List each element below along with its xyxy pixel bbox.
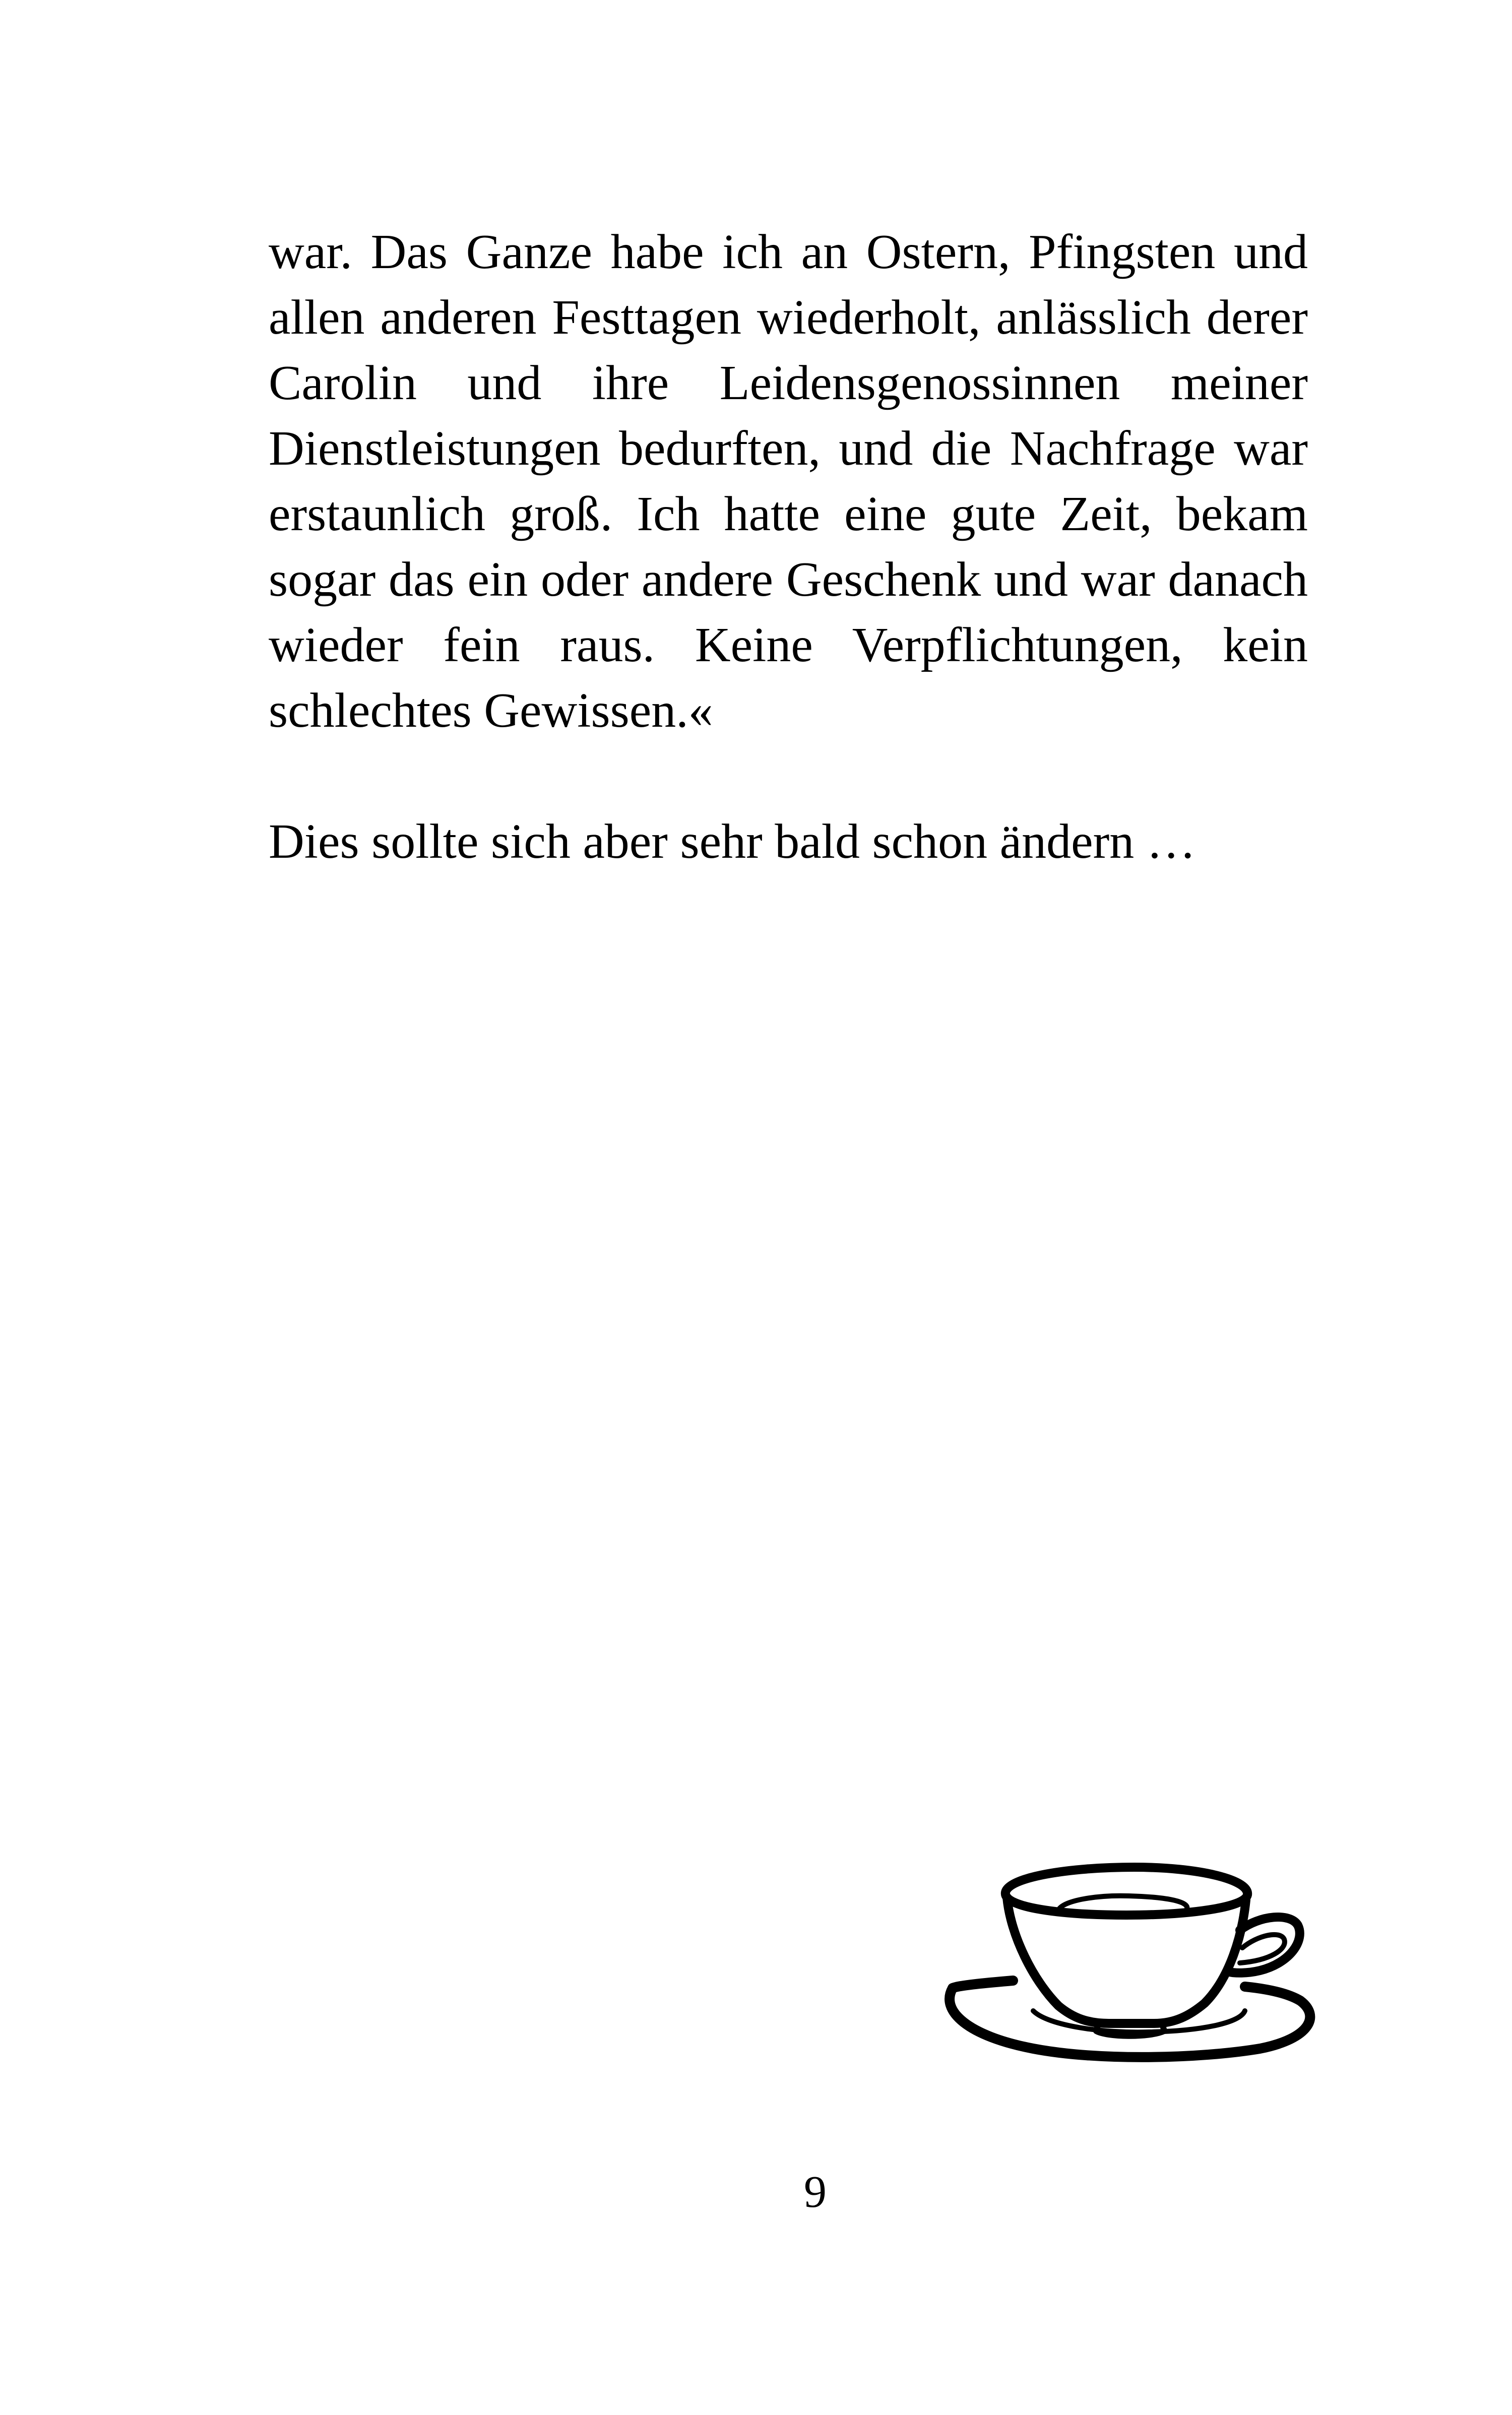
paragraph-line: Dienstleistungen bedurften, und die Nachfrage war — [269, 421, 1308, 476]
paragraph-line: war. Das Ganze habe ich an Ostern, Pfingsten und — [269, 225, 1308, 279]
body-paragraph — [269, 219, 1308, 743]
closing-line: Dies sollte sich aber sehr bald schon ändern … — [269, 814, 1196, 869]
paragraph-line: erstaunlich groß. Ich hatte eine gute Zeit, bekam — [269, 487, 1308, 541]
paragraph-line: wieder fein raus. Keine Verpflichtungen, kein — [269, 618, 1308, 672]
paragraph-line: schlechtes Gewissen.« — [269, 683, 713, 738]
paragraph-line: allen anderen Festtagen wiederholt, anlässlich derer — [269, 290, 1308, 345]
page-number: 9 — [804, 2167, 827, 2217]
paragraph-line: sogar das ein oder andere Geschenk und war danach — [269, 552, 1308, 607]
paragraph-line: Carolin und ihre Leidensgenossinnen meiner — [269, 356, 1308, 410]
teacup-icon — [937, 1860, 1320, 2081]
